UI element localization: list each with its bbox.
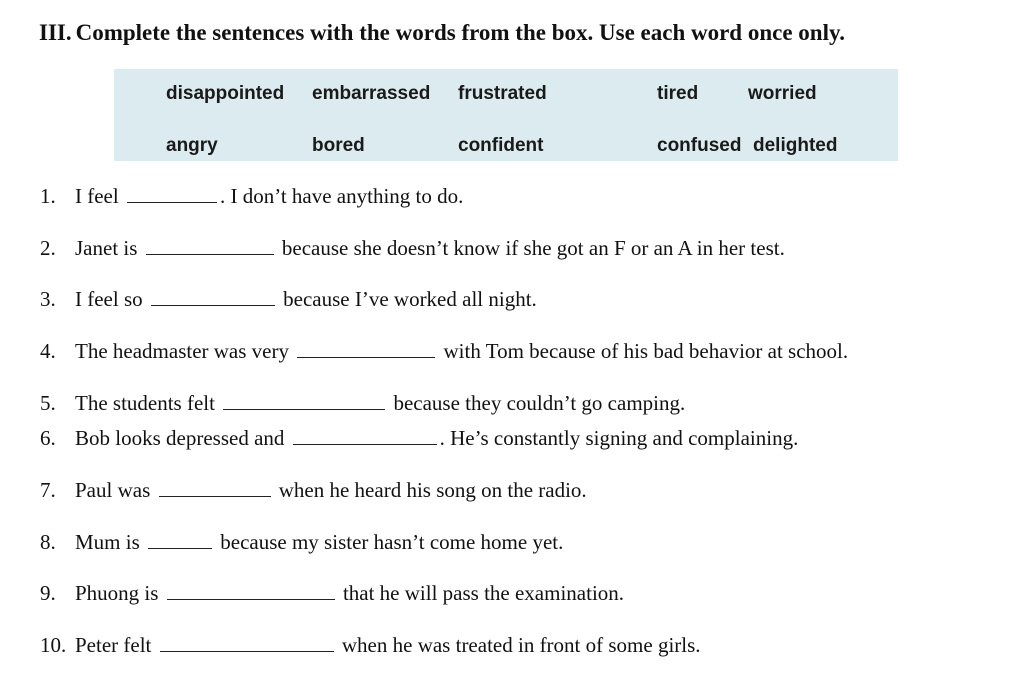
sentence-text-after: when he heard his song on the radio. — [278, 478, 587, 502]
sentence-number: 2. — [40, 236, 56, 260]
sentence-text-before: The students felt — [75, 391, 215, 415]
sentence-1 — [40, 184, 463, 208]
exercise-heading — [39, 20, 845, 46]
word-box — [114, 69, 898, 161]
sentence-text-after: when he was treated in front of some girls. — [341, 633, 701, 657]
sentence-6 — [40, 426, 798, 450]
sentence-text-before: Paul was — [75, 478, 151, 502]
sentence-number: 8. — [40, 530, 56, 554]
answer-blank[interactable] — [223, 393, 385, 410]
sentence-number: 10. — [40, 633, 67, 657]
sentence-3 — [40, 287, 537, 311]
exercise-instruction: Complete the sentences with the words from the box. Use each word once only. — [75, 20, 845, 45]
sentence-text-before: Mum is — [75, 530, 140, 554]
sentence-10 — [40, 633, 701, 657]
answer-blank[interactable] — [160, 635, 334, 652]
sentence-text-before: Janet is — [75, 236, 138, 260]
sentence-text-before: The headmaster was very — [75, 339, 289, 363]
answer-blank[interactable] — [151, 289, 275, 306]
sentence-number: 9. — [40, 581, 56, 605]
sentence-number: 4. — [40, 339, 56, 363]
answer-blank[interactable] — [159, 480, 271, 497]
answer-blank[interactable] — [297, 341, 435, 358]
sentence-7 — [40, 478, 587, 502]
sentence-number: 1. — [40, 184, 56, 208]
sentence-text-after: . He’s constantly signing and complaining. — [439, 426, 799, 450]
sentence-text-before: Peter felt — [75, 633, 152, 657]
sentence-text-before: Bob looks depressed and — [75, 426, 285, 450]
sentence-4 — [40, 339, 848, 363]
sentence-number: 3. — [40, 287, 56, 311]
sentence-text-after: because she doesn’t know if she got an F or an A in her test. — [281, 236, 785, 260]
word-frustrated: frustrated — [458, 83, 547, 104]
answer-blank[interactable] — [148, 532, 212, 549]
sentence-text-after: with Tom because of his bad behavior at school. — [443, 339, 849, 363]
word-delighted: delighted — [753, 135, 838, 155]
answer-blank[interactable] — [127, 186, 217, 203]
sentence-text-before: I feel so — [75, 287, 143, 311]
sentence-text-after: because my sister hasn’t come home yet. — [220, 530, 564, 554]
sentence-2 — [40, 236, 785, 260]
word-worried: worried — [748, 83, 817, 104]
sentence-text-before: Phuong is — [75, 581, 159, 605]
answer-blank[interactable] — [167, 583, 335, 600]
sentence-text-after: that he will pass the examination. — [342, 581, 625, 605]
word-confused: confused — [657, 135, 742, 155]
sentence-text-after: because they couldn’t go camping. — [393, 391, 686, 415]
word-confident: confident — [458, 135, 544, 155]
sentence-text-after: because I’ve worked all night. — [283, 287, 537, 311]
exercise-number: III. — [39, 20, 72, 45]
word-tired: tired — [657, 83, 699, 104]
sentence-number: 6. — [40, 426, 56, 450]
sentence-8 — [40, 530, 563, 554]
answer-blank[interactable] — [146, 238, 274, 255]
word-embarrassed: embarrassed — [312, 83, 431, 104]
sentence-number: 7. — [40, 478, 56, 502]
word-angry: angry — [166, 135, 218, 155]
sentence-text-before: I feel — [75, 184, 119, 208]
answer-blank[interactable] — [293, 428, 437, 445]
sentence-9 — [40, 581, 624, 605]
sentence-number: 5. — [40, 391, 56, 415]
word-disappointed: disappointed — [166, 83, 285, 104]
sentence-5 — [40, 391, 685, 415]
sentence-text-after: . I don’t have anything to do. — [219, 184, 464, 208]
word-bored: bored — [312, 135, 365, 155]
